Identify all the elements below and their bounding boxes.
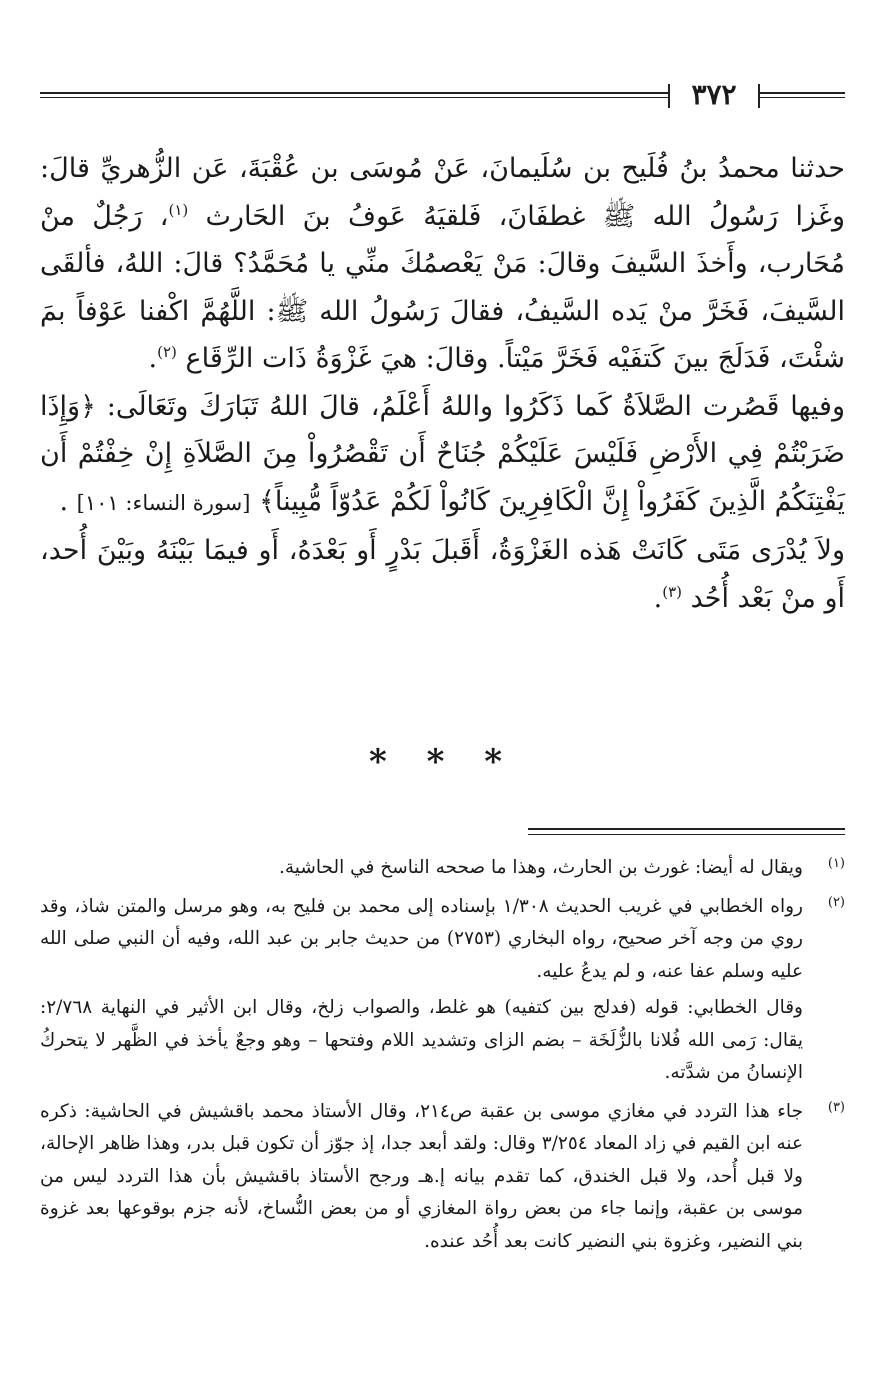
paragraph-1-text-b: ، رَجُلٌ منْ مُحَارب، وأَخذَ السَّيفَ وقالَ: مَنْ يَعْصمُكَ منِّي يا مُحَمَّدُ؟ قالَ: اللهُ، فألقَى السَّيفَ، فَخَرَّ منْ يَده السَّيفُ، فقالَ رَسُولُ الله ﷺ: اللَّهُمَّ اكْفنا عَوْفاً بمَ شئْتَ، فَدَلَجَ بينَ كَتفَيْه فَخَرَّ مَيْتاً. وقالَ: هيَ غَزْوَةُ ذَات الرِّقَاع — [40, 200, 845, 374]
page-header — [40, 78, 845, 114]
paragraph-2-text: وفيها قَصُرت الصَّلاَةُ كَما ذَكَرُوا واللهُ أَعْلَمُ، قالَ اللهُ تَبَارَكَ وتَعَالَى: ﴿وَإِذَا ضَرَبْتُمْ فِي الأَرْضِ فَلَيْسَ عَلَيْكُمْ جُنَاحٌ أَن تَقْصُرُواْ مِنَ الصَّلاَةِ إِنْ خِفْتُمْ أَن يَفْتِنَكُمُ الَّذِينَ كَفَرُواْ إِنَّ الْكَافِرِينَ كَانُواْ لَكُمْ عَدُوّاً مُّبِيناً﴾ — [40, 390, 845, 517]
paragraph-2 — [40, 383, 845, 528]
footnotes — [40, 852, 845, 1264]
footnote-mark: (٣) — [827, 1099, 845, 1115]
paragraph-3-end: . — [653, 582, 663, 614]
paragraph-1-end: . — [148, 343, 158, 374]
paragraph-3 — [40, 527, 845, 622]
main-text — [40, 145, 845, 622]
paragraph-2-end: . — [59, 485, 69, 517]
paragraph-1-text-a: حدثنا محمدُ بنُ فُلَيح بن سُلَيمانَ، عَنْ مُوسَى بن عُقْبَةَ، عَن الزُّهريِّ قالَ: وغَزا رَسُولُ الله ﷺ غطفَانَ، فَلقيَهُ عَوفُ بنَ الحَارث — [40, 153, 845, 232]
footnote-2 — [40, 891, 845, 1090]
header-rule-right — [760, 92, 845, 94]
footnote-ref-1[interactable]: (١) — [168, 200, 189, 219]
footnote-rule-thin — [528, 834, 845, 835]
header-bar-right — [758, 84, 760, 108]
footnote-mark: (٢) — [827, 894, 845, 910]
footnote-text-continued: وقال الخطابي: قوله (فدلج بين كتفيه) هو غلط، والصواب زلخ، وقال ابن الأثير في النهاية ٢/٧٦٨: يقال: رَمى الله فُلانا بالزُّلَخَة – بضم الزاى وتشديد اللام وفتحها – وهو وجعٌ يأخذ في الظَّهر لا يتحركُ الإنسانُ من شدَّته. — [40, 997, 803, 1083]
footnote-text: جاء هذا التردد في مغازي موسى بن عقبة ص٢١٤، وقال الأستاذ محمد باقشيش في الحاشية: ذكره عنه ابن القيم في زاد المعاد ٣/٢٥٤ وقال: ولقد أبعد جدا، إذ جوّز أن تكون قبل بدر، وهذا ظاهر الإحالة، ولا قبل أُحد، ولا قبل الخندق، كما تقدم بيانه إ.هـ ورجح الأستاذ باقشيش بأن هذا التردد ليس من موسى بن عقبة، وإنما جاء من بعض رواة المغازي أو من بعض النُّساخ، لأنه جزم بوقوعها بعد غزوة بني النضير، وغزوة بني النضير كانت بعد أُحُد عنده. — [40, 1100, 804, 1252]
section-separator: * * * — [368, 742, 516, 782]
footnote-mark: (١) — [827, 856, 845, 871]
verse-reference: [سورة النساء: ١٠١] — [76, 490, 251, 515]
footnote-text: ويقال له أيضا: غورث بن الحارث، وهذا ما صححه الناسخ في الحاشية. — [279, 857, 803, 878]
footnote-rule — [528, 828, 845, 830]
header-rule — [40, 92, 668, 94]
footnote-3 — [40, 1096, 845, 1259]
footnote-1 — [40, 852, 845, 885]
header-rule-thin — [40, 97, 668, 98]
footnote-ref-2[interactable]: (٢) — [157, 343, 177, 361]
header-rule-right-thin — [760, 97, 845, 98]
footnote-ref-3[interactable]: (٣) — [662, 582, 683, 601]
paragraph-1 — [40, 145, 845, 383]
page-number: ٣٧٢ — [691, 78, 737, 111]
footnote-text: رواه الخطابي في غريب الحديث ١/٣٠٨ بإسناده إلى محمد بن فليح به، وهو مرسل والمتن شاذ، وقد روي من وجه آخر صحيح، رواه البخاري (٢٧٥٣) من حديث جابر بن عبد الله، وفيه أن النبي صلى الله عليه وسلم عفا عنه، و لم يدعُ عليه. — [40, 895, 803, 982]
paragraph-3-text: ولاَ يُدْرَى مَتَى كَانَتْ هَذه الغَزْوَةُ، أَقَبلَ بَدْرٍ أَو بَعْدَهُ، أَو فيمَا بَيْنَهُ وبَيْنَ أُحد، أَو منْ بَعْد أُحُد — [40, 535, 845, 614]
